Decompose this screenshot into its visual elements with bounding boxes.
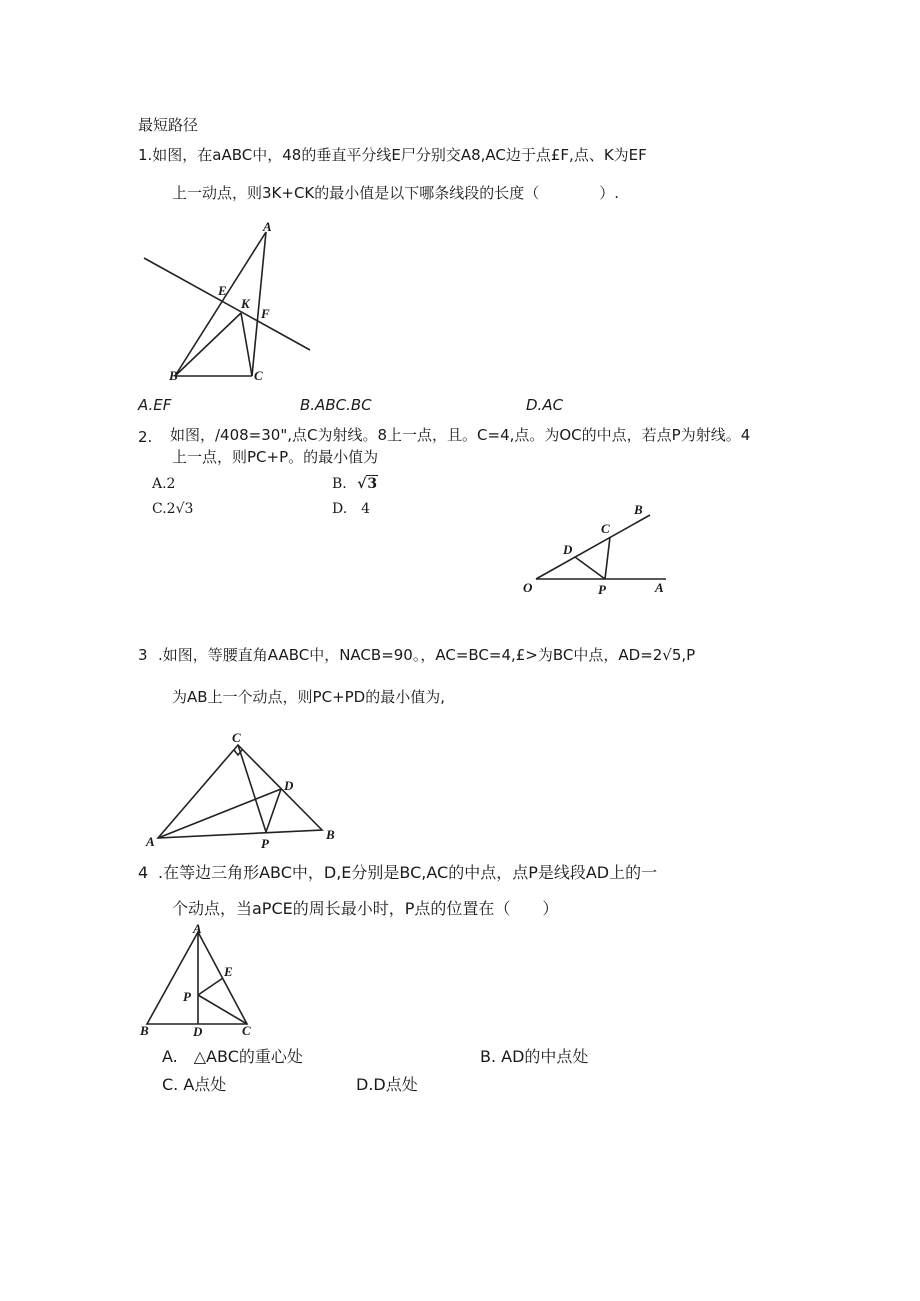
q1-line1: 1.如图，在aABC中，48的垂直平分线E尸分别交A8,AC边于点£F,点、K为EF bbox=[138, 146, 647, 164]
q1-side-ac bbox=[252, 232, 266, 376]
q3-number: 3 bbox=[138, 646, 148, 664]
q4-label-c: C bbox=[242, 1023, 251, 1038]
q2-label-a: A bbox=[655, 580, 664, 595]
q2-line2: 上一点，则PC+P。的最小值为 bbox=[172, 448, 379, 466]
q3-label-d: D bbox=[284, 778, 294, 793]
q2-line1: 如图，/408=30",点C为射线。8上一点，且。C=4,点。为OC的中点，若点P为射线。4 bbox=[170, 426, 751, 444]
q4-figure bbox=[138, 920, 262, 1040]
q3-label-a: A bbox=[146, 834, 155, 849]
q1-label-b: B bbox=[169, 368, 178, 383]
q2-seg-cp bbox=[605, 537, 610, 579]
q1-line-ef bbox=[144, 258, 310, 350]
q2-label-p: P bbox=[598, 582, 606, 597]
q1-option-a: A.EF bbox=[138, 396, 172, 414]
q4-number: 4 bbox=[138, 863, 149, 882]
q1-line2: 上一动点，则3K+CK的最小值是以下哪条线段的长度（ ）. bbox=[172, 184, 620, 202]
q4-label-p: P bbox=[183, 989, 191, 1004]
q1-side-ab bbox=[175, 232, 266, 376]
q4-option-a: A. △ABC的重心处 bbox=[162, 1047, 303, 1066]
sqrt-icon: √ bbox=[357, 476, 367, 492]
q4-label-a: A bbox=[193, 921, 202, 936]
q2-seg-dp bbox=[575, 557, 605, 579]
q1-label-f: F bbox=[261, 306, 270, 321]
q3-figure bbox=[140, 728, 340, 852]
q2-option-c: C.2√3 bbox=[152, 501, 194, 517]
q2-option-b-value: 3 bbox=[367, 476, 378, 492]
q4-seg-pe bbox=[198, 978, 223, 995]
q2-label-c: C bbox=[601, 521, 610, 536]
q4-label-d: D bbox=[193, 1024, 203, 1039]
q3-line2: 为AB上一个动点，则PC+PD的最小值为, bbox=[172, 688, 446, 706]
q1-label-a: A bbox=[263, 220, 272, 234]
q3-seg-ad bbox=[158, 789, 281, 838]
q2-option-b-root bbox=[357, 475, 378, 493]
q2-label-o: O bbox=[523, 580, 533, 595]
q4-option-d: D.D点处 bbox=[356, 1075, 418, 1094]
q3-triangle-abc bbox=[158, 745, 322, 838]
q2-option-b-prefix: B. bbox=[332, 476, 347, 492]
q4-label-e: E bbox=[224, 964, 233, 979]
page-title: 最短路径 bbox=[138, 116, 199, 134]
q2-label-d: D bbox=[563, 542, 573, 557]
q2-label-b: B bbox=[634, 502, 643, 517]
q1-label-c: C bbox=[254, 368, 263, 383]
q1-seg-ck bbox=[241, 313, 252, 376]
q2-option-d: D. 4 bbox=[332, 501, 371, 517]
q3-seg-dp bbox=[266, 789, 281, 832]
q2-option-a: A.2 bbox=[152, 476, 176, 492]
q4-line1: .在等边三角形ABC中，D,E分别是BC,AC的中点，点P是线段AD上的一 bbox=[158, 863, 658, 882]
q4-line2: 个动点，当aPCE的周长最小时，P点的位置在（ ） bbox=[172, 899, 559, 918]
q2-figure bbox=[518, 500, 678, 600]
q2-number: 2. bbox=[138, 428, 153, 446]
q1-label-e: E bbox=[218, 283, 227, 298]
q3-label-c: C bbox=[232, 730, 241, 745]
q1-option-d: D.AC bbox=[526, 396, 564, 414]
q3-label-b: B bbox=[326, 827, 335, 842]
q1-option-b: B.ABC.BC bbox=[300, 396, 372, 414]
q3-line1: .如图，等腰直角AABC中，NACB=90。，AC=BC=4,£>为BC中点，AD=2√5,P bbox=[158, 646, 696, 664]
q4-label-b: B bbox=[140, 1023, 149, 1038]
q4-option-c: C. A点处 bbox=[162, 1075, 227, 1094]
q4-option-b: B. AD的中点处 bbox=[480, 1047, 589, 1066]
q3-label-p: P bbox=[261, 836, 269, 851]
q1-label-k: K bbox=[241, 296, 250, 311]
q2-option-b bbox=[332, 475, 378, 493]
q1-figure bbox=[140, 220, 320, 388]
